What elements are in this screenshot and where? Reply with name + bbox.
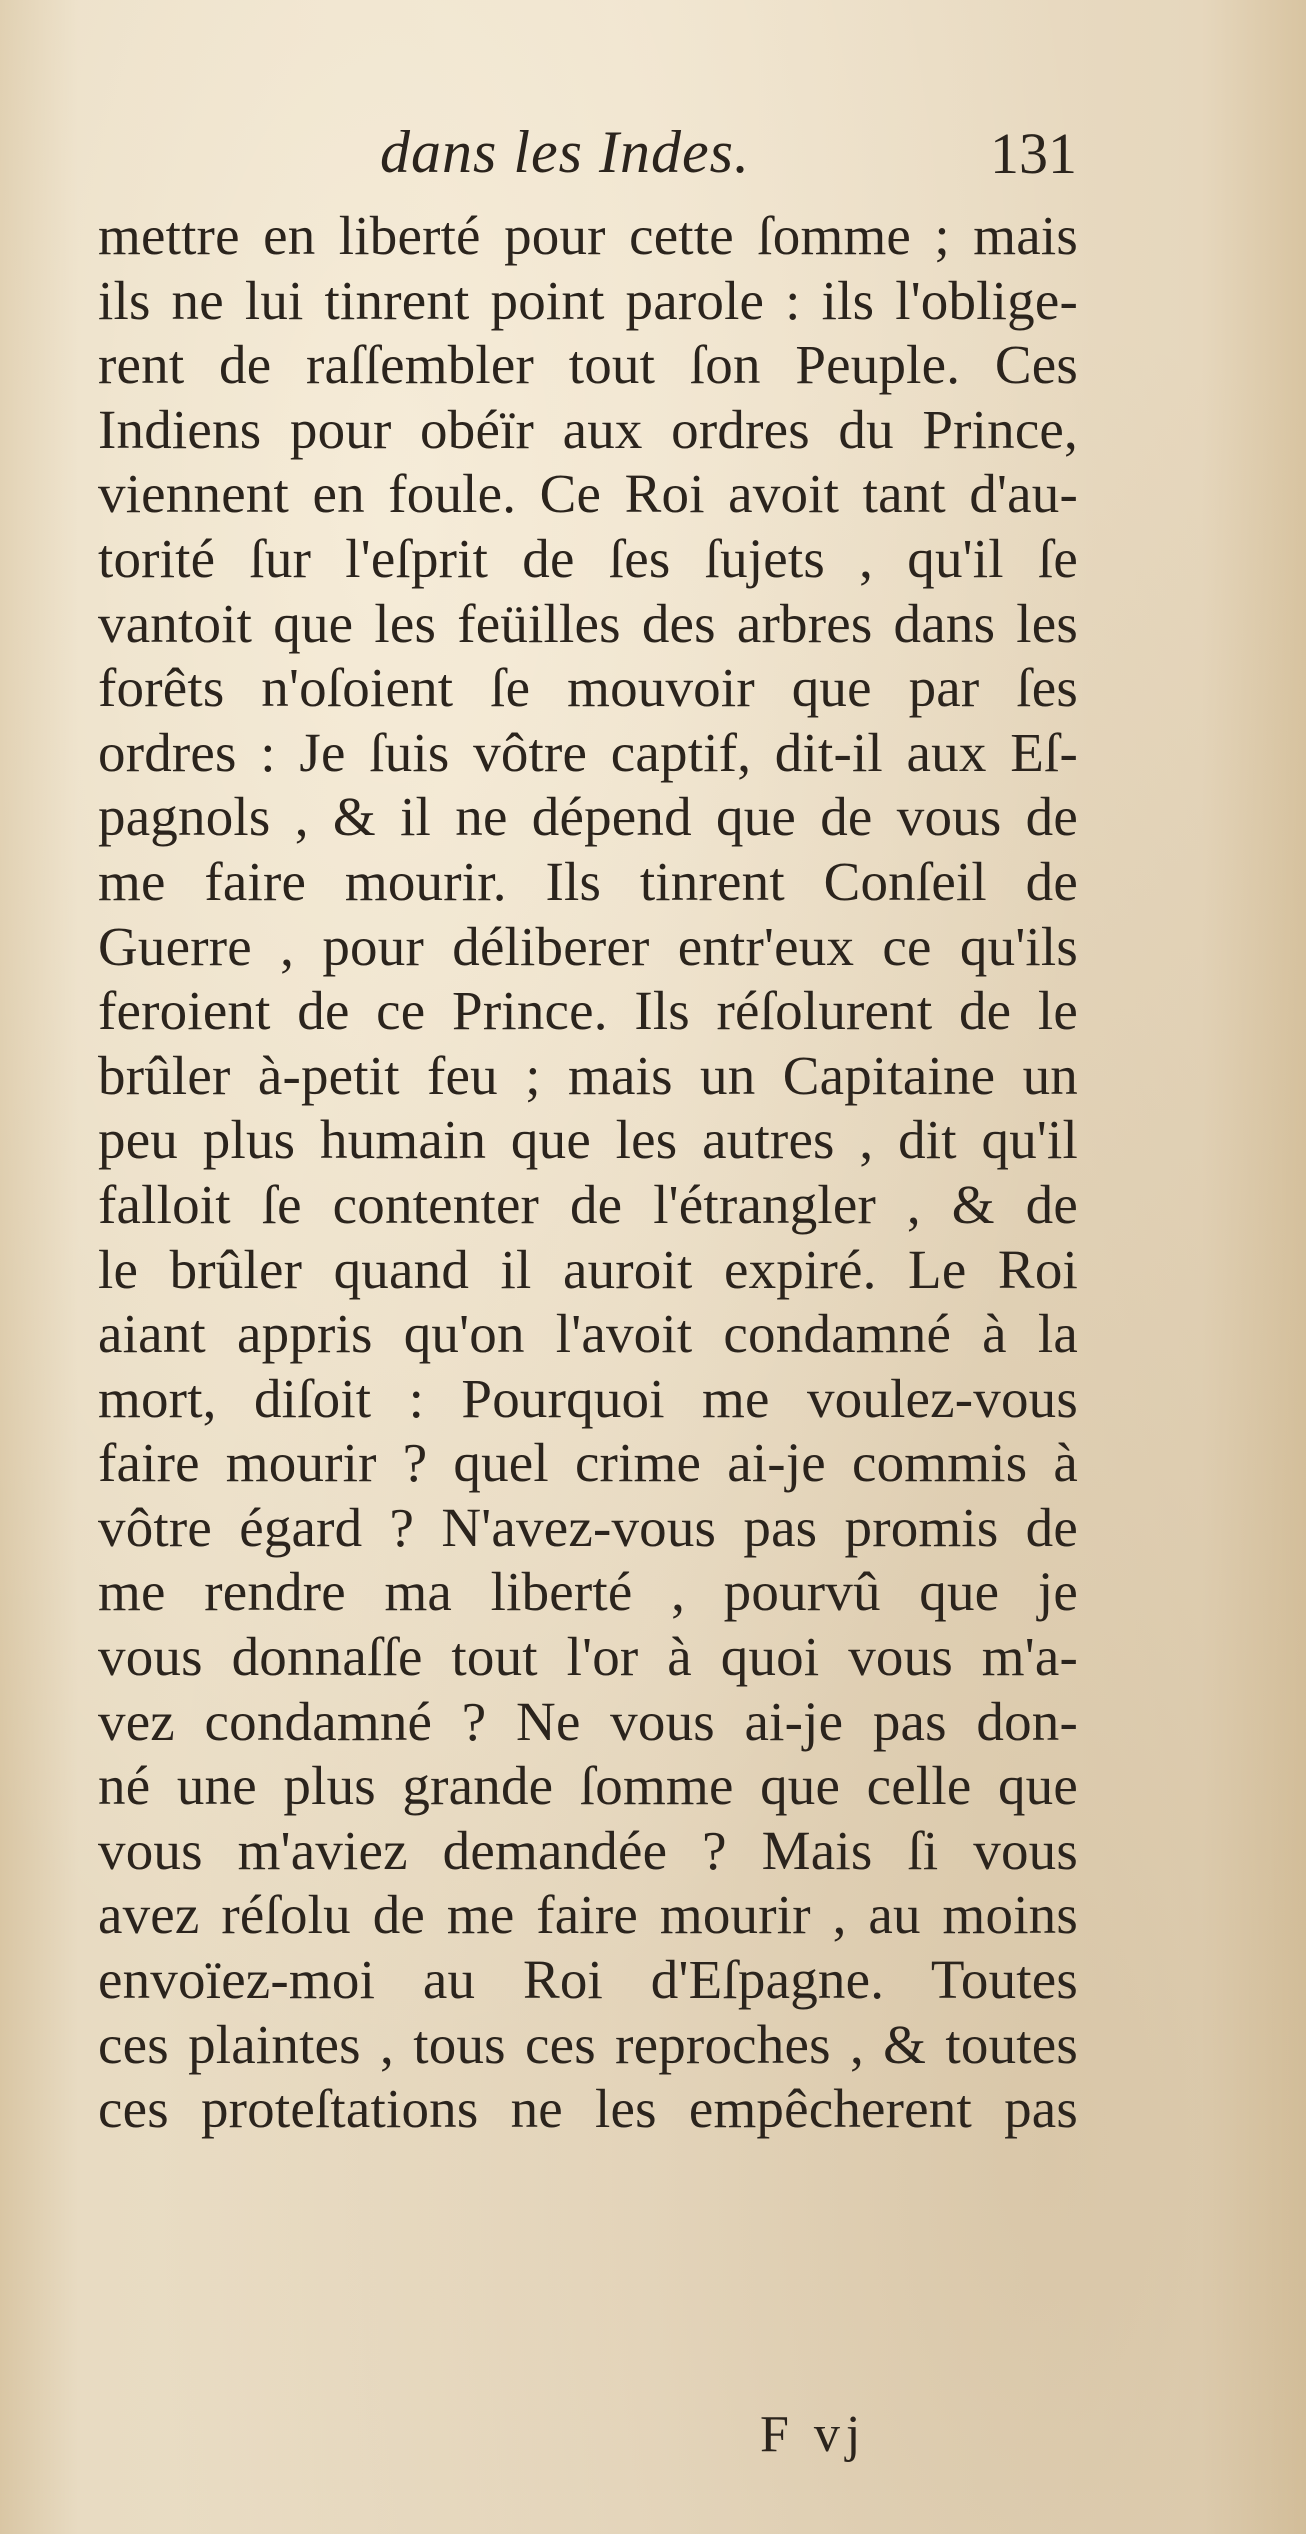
text-line: me rendre ma liberté , pourvû que je	[98, 1561, 1078, 1623]
body-text	[98, 204, 1078, 2142]
text-line: envoïez-moi au Roi d'Eſpagne. Toutes	[98, 1949, 1078, 2011]
text-line: viennent en foule. Ce Roi avoit tant d'au-	[98, 463, 1078, 525]
text-line: vantoit que les feüilles des arbres dans les	[98, 592, 1078, 654]
signature-mark: F vj	[760, 2406, 867, 2463]
running-head: dans les Indes.	[380, 119, 750, 185]
text-line: feroient de ce Prince. Ils réſolurent de le	[98, 980, 1078, 1042]
text-line: Indiens pour obéïr aux ordres du Prince,	[98, 398, 1078, 460]
text-line: forêts n'oſoient ſe mouvoir que par ſes	[98, 657, 1078, 719]
text-line: Guerre , pour déliberer entr'eux ce qu'ils	[98, 915, 1078, 977]
text-line: né une plus grande ſomme que celle que	[98, 1755, 1078, 1817]
text-line: brûler à-petit feu ; mais un Capitaine un	[98, 1044, 1078, 1106]
text-line: pagnols , & il ne dépend que de vous de	[98, 786, 1078, 848]
text-line: me faire mourir. Ils tinrent Conſeil de	[98, 850, 1078, 912]
text-line: vous m'aviez demandée ? Mais ſi vous	[98, 1819, 1078, 1881]
page-number: 131	[990, 121, 1077, 186]
text-line: mort, diſoit : Pourquoi me voulez-vous	[98, 1367, 1078, 1429]
text-line: vez condamné ? Ne vous ai-je pas don-	[98, 1690, 1078, 1752]
text-line: peu plus humain que les autres , dit qu'il	[98, 1109, 1078, 1171]
text-line: ces plaintes , tous ces reproches , & toutes	[98, 2013, 1078, 2075]
text-line: le brûler quand il auroit expiré. Le Roi	[98, 1238, 1078, 1300]
text-line: faire mourir ? quel crime ai-je commis à	[98, 1432, 1078, 1494]
text-line: ils ne lui tinrent point parole : ils l'oblige-	[98, 269, 1078, 331]
text-line: mettre en liberté pour cette ſomme ; mais	[98, 205, 1078, 266]
page-header	[0, 118, 1306, 198]
text-line: aiant appris qu'on l'avoit condamné à la	[98, 1303, 1078, 1365]
text-line: falloit ſe contenter de l'étrangler , & de	[98, 1173, 1078, 1235]
text-line: torité ſur l'eſprit de ſes ſujets , qu'il ſe	[98, 527, 1078, 589]
text-line: vôtre égard ? N'avez-vous pas promis de	[98, 1496, 1078, 1558]
text-line: avez réſolu de me faire mourir , au moins	[98, 1884, 1078, 1946]
text-line: ces proteſtations ne les empêcherent pas	[98, 2078, 1078, 2140]
text-line: rent de raſſembler tout ſon Peuple. Ces	[98, 334, 1078, 396]
text-line: vous donnaſſe tout l'or à quoi vous m'a-	[98, 1626, 1078, 1688]
text-line: ordres : Je ſuis vôtre captif, dit-il aux Eſ-	[98, 721, 1078, 783]
